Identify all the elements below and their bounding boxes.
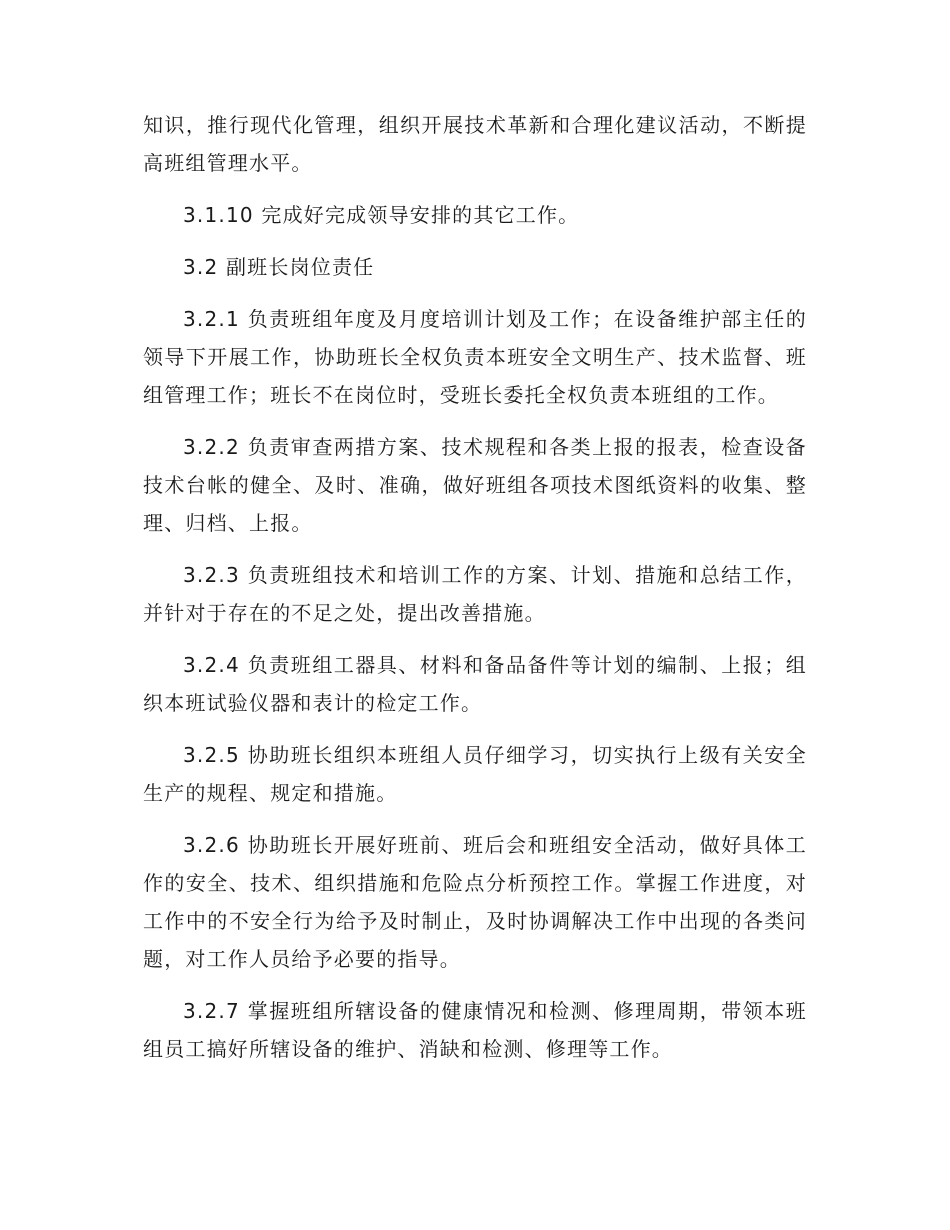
paragraph-3-2-2: 3.2.2 负责审查两措方案、技术规程和各类上报的报表，检查设备技术台帐的健全、及时、准确，做好班组各项技术图纸资料的收集、整理、归档、上报。	[143, 435, 807, 535]
section-heading-3-2: 3.2 副班长岗位责任	[183, 255, 375, 279]
paragraph-continuation: 知识，推行现代化管理，组织开展技术革新和合理化建议活动，不断提高班组管理水平。	[143, 113, 807, 175]
paragraph-3-1-10: 3.1.10 完成好完成领导安排的其它工作。	[183, 203, 580, 227]
paragraph-3-2-4: 3.2.4 负责班组工器具、材料和备品备件等计划的编制、上报；组织本班试验仪器和表计的检定工作。	[143, 653, 807, 715]
paragraph-3-2-3: 3.2.3 负责班组技术和培训工作的方案、计划、措施和总结工作，并针对于存在的不足之处，提出改善措施。	[143, 563, 807, 625]
document-body	[143, 106, 807, 1082]
paragraph-3-2-7: 3.2.7 掌握班组所辖设备的健康情况和检测、修理周期，带领本班组员工搞好所辖设备的维护、消缺和检测、修理等工作。	[143, 999, 807, 1061]
paragraph-3-2-6: 3.2.6 协助班长开展好班前、班后会和班组安全活动，做好具体工作的安全、技术、组织措施和危险点分析预控工作。掌握工作进度，对工作中的不安全行为给予及时制止，及时协调解决工作中出现的各类问题，对工作人员给予必要的指导。	[143, 833, 807, 971]
paragraph-3-2-1: 3.2.1 负责班组年度及月度培训计划及工作；在设备维护部主任的领导下开展工作，协助班长全权负责本班安全文明生产、技术监督、班组管理工作；班长不在岗位时，受班长委托全权负责本班组的工作。	[143, 307, 807, 407]
paragraph-3-2-5: 3.2.5 协助班长组织本班组人员仔细学习，切实执行上级有关安全生产的规程、规定和措施。	[143, 743, 807, 805]
